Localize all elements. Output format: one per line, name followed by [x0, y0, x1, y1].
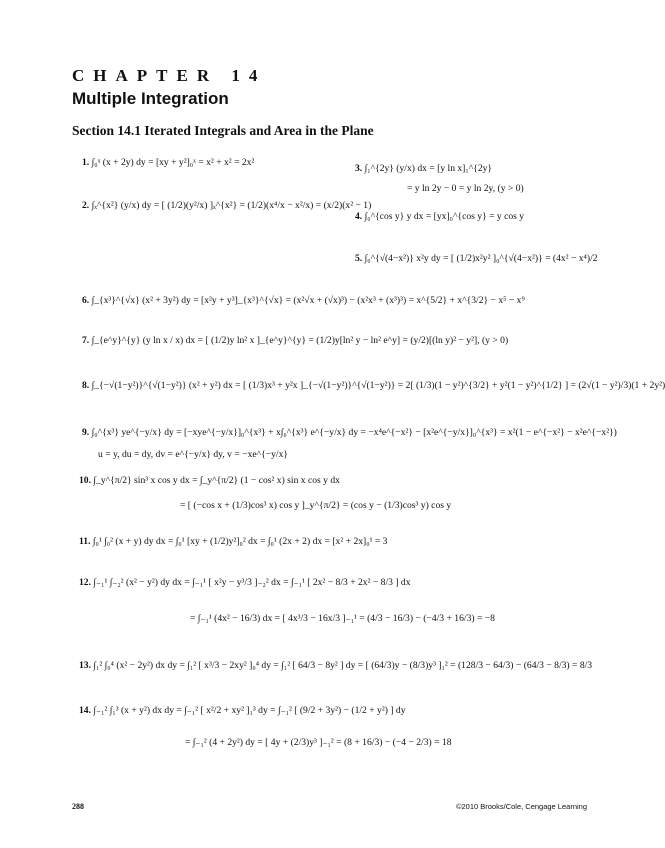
chapter-title: CHAPTER 14: [72, 66, 267, 85]
problem-8: 8. ∫_{−√(1−y²)}^{√(1−y²)} (x² + y²) dx = [ (1/3)x³ + y²x ]_{−√(1−y²)}^{√(1−y²)} = 2[ (1/3)(1 − y²)^{3/2} + y²(1 − y²)^{1/2} ] = (2√(1 − y²)/3)(1 + 2y²): [82, 380, 665, 391]
problem-5: 5. ∫₀^{√(4−x²)} x²y dy = [ (1/2)x²y² ]₀^{√(4−x²)} = (4x² − x⁴)/2: [355, 253, 598, 264]
problem-13: 13. ∫₁² ∫₀⁴ (x² − 2y²) dx dy = ∫₁² [ x³/3 − 2xy² ]₀⁴ dy = ∫₁² [ 64/3 − 8y² ] dy = [ (64/3)y − (8/3)y³ ]₁² = (128/3 − 64/3) − (64/3 − 8/3) = 8/3: [79, 660, 593, 671]
problem-text: ∫₀ˣ (x + 2y) dy = [xy + y²]₀ˣ = x² + x² = 2x²: [91, 157, 255, 168]
problem-text: ∫_y^{π/2} sin³ x cos y dx = ∫_y^{π/2} (1 − cos² x) sin x cos y dx: [93, 475, 340, 486]
problem-text: ∫₁^{2y} (y/x) dx = [y ln x]₁^{2y}: [364, 163, 493, 174]
problem-text: ∫₀^{√(4−x²)} x²y dy = [ (1/2)x²y² ]₀^{√(4−x²)} = (4x² − x⁴)/2: [364, 253, 598, 264]
problem-number: 1.: [82, 157, 90, 168]
problem-10: 10. ∫_y^{π/2} sin³ x cos y dx = ∫_y^{π/2} (1 − cos² x) sin x cos y dx: [79, 475, 340, 486]
problem-text: ∫₀^{cos y} y dx = [yx]₀^{cos y} = y cos y: [364, 211, 525, 222]
problem-4: 4. ∫₀^{cos y} y dx = [yx]₀^{cos y} = y cos y: [355, 211, 525, 222]
problem-6: 6. ∫_{x³}^{√x} (x² + 3y²) dy = [x²y + y³]_{x³}^{√x} = (x²√x + (√x)³) − (x²x³ + (x³)³) = x^{5/2} + x^{3/2} − x⁵ − x⁹: [82, 295, 525, 306]
problem-text: ∫ₓ^{x²} (y/x) dy = [ (1/2)(y²/x) ]ₓ^{x²} = (1/2)(x⁴/x − x²/x) = (x/2)(x² − 1): [91, 200, 372, 211]
problem-text: ∫₋₁² ∫₁³ (x + y²) dx dy = ∫₋₁² [ x²/2 + xy² ]₁³ dy = ∫₋₁² [ (9/2 + 3y²) − (1/2 + y²) ] dy: [93, 705, 406, 716]
problem-2: 2. ∫ₓ^{x²} (y/x) dy = [ (1/2)(y²/x) ]ₓ^{x²} = (1/2)(x⁴/x − x²/x) = (x/2)(x² − 1): [82, 200, 372, 211]
page-number: 288: [72, 802, 84, 811]
problem-9: 9. ∫₀^{x³} ye^{−y/x} dy = [−xye^{−y/x}]₀^{x³} + x∫₀^{x³} e^{−y/x} dy = −x⁴e^{−x²} − [x²e^{−y/x}]₀^{x³} = x²(1 − e^{−x²} − x²e^{−x²}): [82, 427, 617, 438]
problem-text: ∫_{−√(1−y²)}^{√(1−y²)} (x² + y²) dx = [ (1/3)x³ + y²x ]_{−√(1−y²)}^{√(1−y²)} = 2[ (1/3)(1 − y²)^{3/2} + y²(1 − y²)^{1/2} ] = (2√(1 − y²)/3)(1 + 2y²): [91, 380, 665, 391]
section-heading: Section 14.1 Iterated Integrals and Area in the Plane: [72, 123, 374, 138]
problem-14: 14. ∫₋₁² ∫₁³ (x + y²) dx dy = ∫₋₁² [ x²/2 + xy² ]₁³ dy = ∫₋₁² [ (9/2 + 3y²) − (1/2 + y²) ] dy: [79, 705, 406, 716]
problem-7: 7. ∫_{e^y}^{y} (y ln x / x) dx = [ (1/2)y ln² x ]_{e^y}^{y} = (1/2)y[ln² y − ln² e^y] = (y/2)[(ln y)² − y²], (y > 0): [82, 335, 509, 346]
problem-11: 11. ∫₀¹ ∫₀² (x + y) dy dx = ∫₀¹ [xy + (1/2)y²]₀² dx = ∫₀¹ (2x + 2) dx = [x² + 2x]₀¹ = 3: [79, 536, 388, 547]
chapter-subtitle: Multiple Integration: [72, 89, 229, 108]
problem-3-continued: = y ln 2y − 0 = y ln 2y, (y > 0): [407, 183, 524, 194]
problem-3: 3. ∫₁^{2y} (y/x) dx = [y ln x]₁^{2y}: [355, 163, 493, 174]
copyright-notice: ©2010 Brooks/Cole, Cengage Learning: [455, 802, 587, 811]
problem-12: 12. ∫₋₁¹ ∫₋₂² (x² − y²) dy dx = ∫₋₁¹ [ x²y − y³/3 ]₋₂² dx = ∫₋₁¹ [ 2x² − 8/3 + 2x² − 8/3 ] dx: [79, 577, 411, 588]
problem-text: ∫_{e^y}^{y} (y ln x / x) dx = [ (1/2)y ln² x ]_{e^y}^{y} = (1/2)y[ln² y − ln² e^y] = (y/2)[(ln y)² − y²], (y > 0): [91, 335, 509, 346]
problem-text: ∫₁² ∫₀⁴ (x² − 2y²) dx dy = ∫₁² [ x³/3 − 2xy² ]₀⁴ dy = ∫₁² [ 64/3 − 8y² ] dy = [ (64/3)y − (8/3)y³ ]₁² = (128/3 − 64/3) − (64/3 − 8/3) = 8/3: [93, 660, 593, 671]
problem-14-continued: = ∫₋₁² (4 + 2y²) dy = [ 4y + (2/3)y³ ]₋₁² = (8 + 16/3) − (−4 − 2/3) = 18: [185, 737, 452, 748]
problem-text: ∫₋₁¹ ∫₋₂² (x² − y²) dy dx = ∫₋₁¹ [ x²y − y³/3 ]₋₂² dx = ∫₋₁¹ [ 2x² − 8/3 + 2x² − 8/3 ] dx: [93, 577, 411, 588]
problem-10-continued: = [ (−cos x + (1/3)cos³ x) cos y ]_y^{π/2} = (cos y − (1/3)cos³ y) cos y: [180, 500, 452, 511]
problem-9-substitution: u = y, du = dy, dv = e^{−y/x} dy, v = −xe^{−y/x}: [98, 449, 288, 460]
problem-text: ∫₀¹ ∫₀² (x + y) dy dx = ∫₀¹ [xy + (1/2)y²]₀² dx = ∫₀¹ (2x + 2) dx = [x² + 2x]₀¹ = 3: [92, 536, 388, 547]
problem-text: ∫_{x³}^{√x} (x² + 3y²) dy = [x²y + y³]_{x³}^{√x} = (x²√x + (√x)³) − (x²x³ + (x³)³) = x^{5/2} + x^{3/2} − x⁵ − x⁹: [91, 295, 525, 306]
problem-text: ∫₀^{x³} ye^{−y/x} dy = [−xye^{−y/x}]₀^{x³} + x∫₀^{x³} e^{−y/x} dy = −x⁴e^{−x²} − [x²e^{−y/x}]₀^{x³} = x²(1 − e^{−x²} − x²e^{−x²}): [91, 427, 617, 438]
problem-1: [82, 158, 254, 168]
problem-12-continued: = ∫₋₁¹ (4x² − 16/3) dx = [ 4x³/3 − 16x/3 ]₋₁¹ = (4/3 − 16/3) − (−4/3 + 16/3) = −8: [190, 613, 495, 624]
